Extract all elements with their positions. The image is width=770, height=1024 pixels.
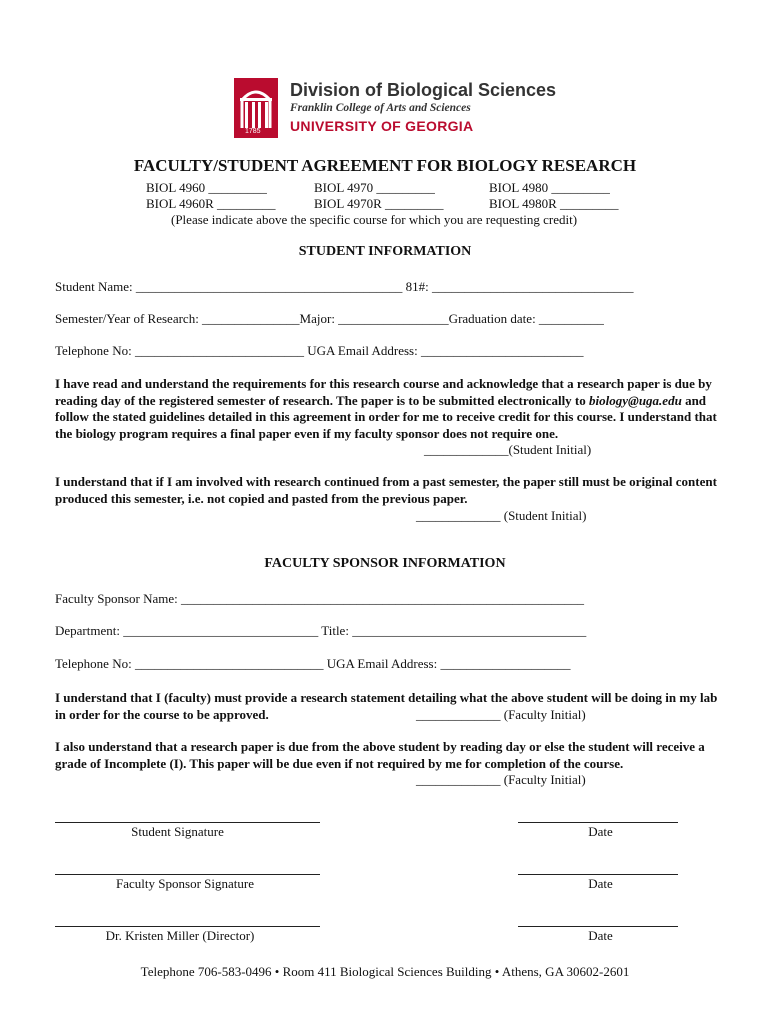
uga-arch-logo xyxy=(234,78,278,138)
paragraph-text: and follow the stated guidelines detailed in this agreement in order for me to receive credit for this course. I understand that the biology program requires a final paper even if my faculty sponsor does not require one. xyxy=(55,392,717,441)
paragraph-text: I have read and understand the requirements for this research course and acknowledge that a research paper is due by reading day of the registered semester of research. The paper is to be submitted electronically to xyxy=(55,376,712,408)
faculty-signature-label: Faculty Sponsor Signature xyxy=(116,876,254,891)
incomplete-grade-paragraph: I also understand that a research paper is due from the above student by reading day or else the student will receive a grade of Incomplete (I). This paper will be due even if not required by me for completion of the course. xyxy=(55,739,705,771)
faculty-initial-field-1[interactable]: _____________ (Faculty Initial) xyxy=(416,707,586,722)
faculty-initial-field-2[interactable]: _____________ (Faculty Initial) xyxy=(416,772,586,787)
course-option-4960: BIOL 4960 _________ xyxy=(146,180,267,195)
original-content-paragraph: I understand that if I am involved with research continued from a past semester, the paper still must be original content produced this semester, i.e. not copied and pasted from the previous paper. xyxy=(55,474,717,506)
director-date-label: Date xyxy=(588,928,613,943)
seal-year: 1785 xyxy=(245,128,261,135)
student-agreement-paragraph xyxy=(55,376,720,442)
director-date-line[interactable] xyxy=(518,926,678,927)
course-option-4980r: BIOL 4980R _________ xyxy=(489,196,619,211)
student-date-line[interactable] xyxy=(518,822,678,823)
course-note: (Please indicate above the specific course for which you are requesting credit) xyxy=(171,212,578,227)
course-option-4970r: BIOL 4970R _________ xyxy=(314,196,444,211)
faculty-name-field[interactable]: Faculty Sponsor Name: ______________________________________________________________ xyxy=(55,591,585,606)
student-initial-field-2[interactable]: _____________ (Student Initial) xyxy=(416,508,587,523)
college-name: Franklin College of Arts and Sciences xyxy=(290,102,471,114)
course-option-4980: BIOL 4980 _________ xyxy=(489,180,610,195)
faculty-phone-email-field[interactable]: Telephone No: _____________________________ UGA Email Address: ____________________ xyxy=(55,656,571,671)
faculty-signature-line[interactable] xyxy=(55,874,320,875)
faculty-info-heading: FACULTY SPONSOR INFORMATION xyxy=(264,556,506,571)
student-initial-field-1[interactable]: _____________(Student Initial) xyxy=(424,442,592,457)
faculty-date-line[interactable] xyxy=(518,874,678,875)
director-signature-label: Dr. Kristen Miller (Director) xyxy=(105,928,255,943)
course-option-4970: BIOL 4970 _________ xyxy=(314,180,435,195)
director-signature-line[interactable] xyxy=(55,926,320,927)
faculty-statement-paragraph: I understand that I (faculty) must provide a research statement detailing what the above student will be doing in my lab in order for the course to be approved. xyxy=(55,690,718,722)
course-option-4960r: BIOL 4960R _________ xyxy=(146,196,276,211)
faculty-date-label: Date xyxy=(588,876,613,891)
footer-contact: Telephone 706-583-0496 • Room 411 Biological Sciences Building • Athens, GA 30602-2601 xyxy=(140,964,630,979)
student-signature-label: Student Signature xyxy=(131,824,224,839)
semester-major-field[interactable]: Semester/Year of Research: _______________Major: _________________Graduation date: __________ xyxy=(55,311,604,326)
student-info-heading: STUDENT INFORMATION xyxy=(298,244,472,259)
student-date-label: Date xyxy=(588,824,613,839)
biology-email-link[interactable]: biology@uga.edu xyxy=(589,392,682,408)
student-name-field[interactable]: Student Name: _________________________________________ 81#: _______________________________ xyxy=(55,279,634,294)
division-name: Division of Biological Sciences xyxy=(290,80,557,100)
university-name: UNIVERSITY OF GEORGIA xyxy=(290,118,474,134)
page-title: FACULTY/STUDENT AGREEMENT FOR BIOLOGY RESEARCH xyxy=(133,156,637,175)
student-phone-email-field[interactable]: Telephone No: __________________________ UGA Email Address: _________________________ xyxy=(55,343,584,358)
student-signature-line[interactable] xyxy=(55,822,320,823)
department-title-field[interactable]: Department: ______________________________ Title: ____________________________________ xyxy=(55,623,587,638)
